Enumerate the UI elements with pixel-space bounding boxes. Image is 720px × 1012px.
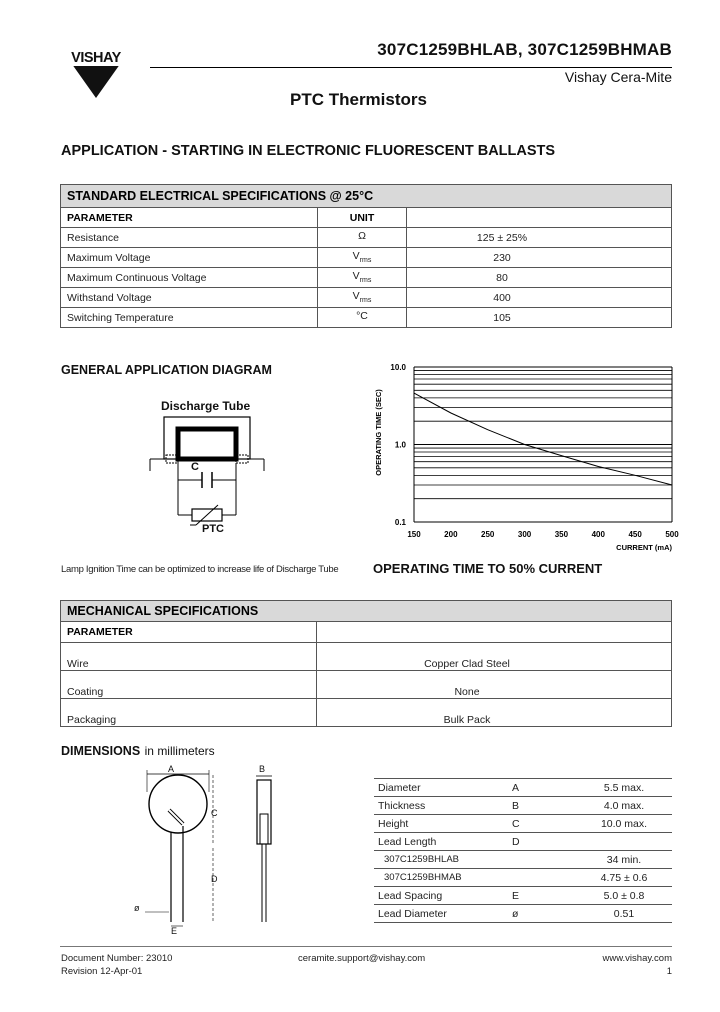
spec-parameter: Maximum Continuous Voltage: [61, 268, 318, 288]
spec-unit-symbol: Ω: [358, 230, 366, 243]
dimension-name: Diameter: [374, 779, 508, 797]
doc-number: Document Number: 23010: [61, 953, 173, 964]
dimension-name: Lead Diameter: [374, 905, 508, 923]
brand-subtitle: Vishay Cera-Mite: [564, 69, 672, 85]
dimension-row: [374, 797, 672, 815]
dimension-symbol: [508, 869, 576, 887]
logo-text: VISHAY: [71, 50, 121, 66]
spec-value: 400: [407, 288, 672, 308]
spec-unit: [318, 288, 407, 308]
spec-value: 80: [407, 268, 672, 288]
chart-y-tick-label: 1.0: [394, 440, 406, 450]
dimension-symbol: D: [508, 833, 576, 851]
col-parameter: PARAMETER: [61, 208, 318, 228]
header-rule: [150, 67, 672, 68]
dimension-symbol: [508, 851, 576, 869]
spec-parameter: Switching Temperature: [61, 308, 318, 328]
mech-parameter: Wire: [61, 643, 317, 671]
spec-unit-symbol: V: [352, 270, 360, 283]
dimension-value: 0.51: [576, 905, 672, 923]
chart-x-tick-label: 350: [554, 530, 569, 539]
dimension-value: 5.5 max.: [576, 779, 672, 797]
chart-y-tick-label: 10.0: [390, 363, 406, 372]
dim-label-c: C: [211, 808, 218, 818]
footer-rule: [60, 946, 672, 947]
dimensions-heading: DIMENSIONS: [61, 744, 141, 758]
diagram-title: GENERAL APPLICATION DIAGRAM: [61, 363, 272, 377]
dimension-row: [374, 869, 672, 887]
dimension-symbol: C: [508, 815, 576, 833]
dimension-name: Height: [374, 815, 508, 833]
spec-row: [61, 268, 672, 288]
dim-label-a: A: [168, 764, 175, 774]
spec-unit-subscript: rms: [359, 257, 372, 265]
part-numbers: 307C1259BHLAB, 307C1259BHMAB: [377, 40, 672, 59]
electrical-spec-table: [60, 184, 672, 328]
dimension-row: [374, 833, 672, 851]
spec-unit-symbol: V: [352, 290, 360, 303]
chart-y-tick-label: 0.1: [394, 518, 406, 527]
dimension-value: 4.75 ± 0.6: [576, 869, 672, 887]
mech-parameter: Packaging: [61, 699, 317, 727]
dimension-row: [374, 815, 672, 833]
spec-row: [61, 248, 672, 268]
chart-y-label: OPERATING TIME (SEC): [374, 389, 383, 476]
spec-unit: [318, 228, 407, 248]
spec-unit-subscript: rms: [359, 277, 372, 285]
spec-unit: [318, 308, 407, 328]
mech-col-value: [317, 622, 672, 643]
vishay-logo: [60, 30, 132, 100]
dimension-row: [374, 887, 672, 905]
dimensions-table: [374, 778, 672, 923]
dimension-value: [576, 833, 672, 851]
support-email[interactable]: ceramite.support@vishay.com: [298, 953, 426, 964]
dimension-row: [374, 905, 672, 923]
spec-unit-symbol: V: [352, 250, 360, 263]
spec-row: [61, 288, 672, 308]
tube-label: Discharge Tube: [161, 399, 251, 413]
ptc-label: PTC: [202, 523, 224, 535]
mech-value: Copper Clad Steel: [317, 643, 672, 671]
mech-row: [61, 699, 672, 727]
dimension-value: 10.0 max.: [576, 815, 672, 833]
spec-parameter: Maximum Voltage: [61, 248, 318, 268]
mechanical-spec-heading: MECHANICAL SPECIFICATIONS: [61, 601, 672, 622]
dimension-value: 5.0 ± 0.8: [576, 887, 672, 905]
chart-x-tick-label: 500: [665, 530, 679, 539]
col-unit: UNIT: [318, 208, 407, 228]
chart-x-tick-label: 250: [481, 530, 495, 539]
operating-time-chart: [360, 356, 690, 556]
spec-parameter: Resistance: [61, 228, 318, 248]
spec-value: 125 ± 25%: [407, 228, 672, 248]
capacitor-label: C: [191, 461, 199, 473]
application-diagram: [140, 395, 280, 545]
dimension-value: 4.0 max.: [576, 797, 672, 815]
dimension-symbol: A: [508, 779, 576, 797]
spec-value: 105: [407, 308, 672, 328]
dimension-name: Lead Length: [374, 833, 508, 851]
spec-row: [61, 308, 672, 328]
application-title: APPLICATION - STARTING IN ELECTRONIC FLUORESCENT BALLASTS: [61, 143, 556, 159]
chart-x-tick-label: 300: [517, 530, 532, 539]
spec-unit: [318, 268, 407, 288]
mech-value: None: [317, 671, 672, 699]
chart-x-tick-label: 200: [444, 530, 458, 539]
dimension-symbol: B: [508, 797, 576, 815]
mech-row: [61, 643, 672, 671]
spec-unit-symbol: °C: [356, 310, 368, 323]
revision: Revision 12-Apr-01: [61, 966, 143, 977]
page-number: 1: [666, 966, 672, 977]
dimension-symbol: E: [508, 887, 576, 905]
mech-row: [61, 671, 672, 699]
electrical-spec-heading: STANDARD ELECTRICAL SPECIFICATIONS @ 25°C: [61, 185, 672, 208]
dimension-symbol: ø: [508, 905, 576, 923]
dimension-name: 307C1259BHLAB: [374, 851, 508, 869]
website-link[interactable]: www.vishay.com: [602, 953, 672, 964]
spec-row: [61, 228, 672, 248]
chart-series-line: [414, 393, 672, 485]
dim-label-d: D: [211, 874, 218, 884]
dim-label-e: E: [171, 926, 178, 936]
spec-unit-subscript: rms: [359, 297, 372, 305]
spec-value: 230: [407, 248, 672, 268]
mechanical-spec-table: [60, 600, 672, 727]
dimension-name: Lead Spacing: [374, 887, 508, 905]
dimension-row: [374, 779, 672, 797]
col-value: [407, 208, 672, 228]
dim-label-phi: ø: [134, 903, 140, 913]
page-title: PTC Thermistors: [290, 90, 427, 109]
dimension-row: [374, 851, 672, 869]
mech-value: Bulk Pack: [317, 699, 672, 727]
dimension-name: 307C1259BHMAB: [374, 869, 508, 887]
spec-unit: [318, 248, 407, 268]
dimension-value: 34 min.: [576, 851, 672, 869]
chart-x-tick-label: 400: [591, 530, 605, 539]
chart-title: OPERATING TIME TO 50% CURRENT: [373, 561, 603, 576]
mech-col-parameter: PARAMETER: [61, 622, 317, 643]
chart-x-tick-label: 150: [407, 530, 421, 539]
dimensions-title: [61, 742, 215, 760]
chart-x-label: CURRENT (mA): [616, 543, 672, 552]
dimension-drawing: [125, 762, 285, 940]
mech-parameter: Coating: [61, 671, 317, 699]
diagram-caption: Lamp Ignition Time can be optimized to increase life of Discharge Tube: [61, 564, 339, 575]
dimensions-units: in millimeters: [144, 744, 215, 758]
chart-x-tick-label: 450: [628, 530, 642, 539]
dim-label-b: B: [259, 764, 266, 774]
spec-parameter: Withstand Voltage: [61, 288, 318, 308]
dimension-name: Thickness: [374, 797, 508, 815]
